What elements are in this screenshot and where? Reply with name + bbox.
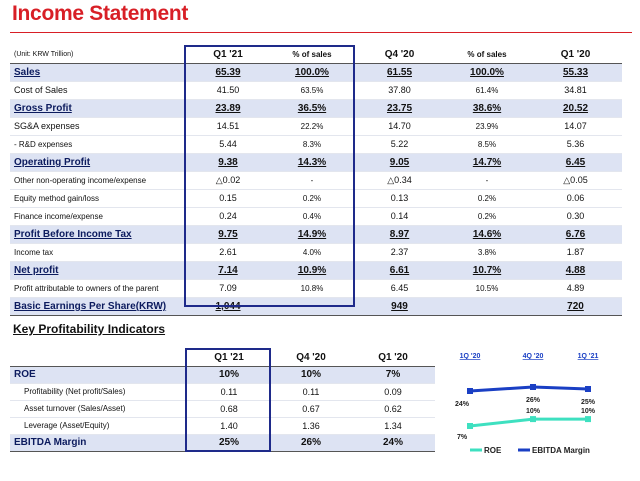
table-cell: - bbox=[445, 172, 529, 190]
table-row bbox=[10, 82, 622, 100]
table-cell: 10.7% bbox=[445, 262, 529, 280]
x-tick-label: 1Q '21 bbox=[577, 353, 599, 360]
table-cell: 41.50 bbox=[186, 82, 270, 100]
row-label: EBITDA Margin bbox=[10, 435, 187, 452]
row-label: Asset turnover (Sales/Asset) bbox=[10, 401, 187, 418]
table-cell: △0.02 bbox=[186, 172, 270, 190]
series-line-roe bbox=[470, 419, 588, 426]
table-cell: 14.70 bbox=[354, 118, 445, 136]
row-label: Net profit bbox=[10, 262, 186, 280]
row-label: Leverage (Asset/Equity) bbox=[10, 418, 187, 435]
table-row bbox=[10, 172, 622, 190]
table-row bbox=[10, 64, 622, 82]
data-point-roe bbox=[530, 416, 536, 422]
row-label: Income tax bbox=[10, 244, 186, 262]
data-point-roe bbox=[585, 416, 591, 422]
table-cell: 14.51 bbox=[186, 118, 270, 136]
data-point-ebitda bbox=[530, 384, 536, 390]
table-row bbox=[10, 435, 435, 452]
table-cell: 65.39 bbox=[186, 64, 270, 82]
table-cell: 9.75 bbox=[186, 226, 270, 244]
income-header-row bbox=[10, 46, 622, 64]
data-label-ebitda: 25% bbox=[580, 399, 596, 406]
table-cell: 7% bbox=[351, 367, 435, 384]
table-cell: 1.36 bbox=[271, 418, 351, 435]
data-label-roe: 7% bbox=[456, 434, 468, 441]
column-header: % of sales bbox=[445, 46, 529, 64]
table-cell bbox=[270, 298, 354, 316]
table-row bbox=[10, 280, 622, 298]
table-cell: 100.0% bbox=[445, 64, 529, 82]
table-row bbox=[10, 118, 622, 136]
table-cell: 0.14 bbox=[354, 208, 445, 226]
table-cell: 9.38 bbox=[186, 154, 270, 172]
table-row bbox=[10, 226, 622, 244]
table-cell: 0.62 bbox=[351, 401, 435, 418]
table-cell: 25% bbox=[187, 435, 271, 452]
table-cell: 14.3% bbox=[270, 154, 354, 172]
data-label-roe: 10% bbox=[525, 408, 541, 416]
table-row bbox=[10, 190, 622, 208]
table-cell: 4.88 bbox=[529, 262, 622, 280]
table-row bbox=[10, 298, 622, 316]
x-tick-label: 4Q '20 bbox=[522, 353, 544, 360]
table-cell bbox=[445, 298, 529, 316]
row-label: Profitability (Net profit/Sales) bbox=[10, 384, 187, 401]
table-cell: 14.6% bbox=[445, 226, 529, 244]
table-cell: 4.89 bbox=[529, 280, 622, 298]
table-cell: 22.2% bbox=[270, 118, 354, 136]
row-label: - R&D expenses bbox=[10, 136, 186, 154]
table-cell: 61.55 bbox=[354, 64, 445, 82]
legend-label-roe: ROE bbox=[484, 446, 502, 455]
row-label: Operating Profit bbox=[10, 154, 186, 172]
table-cell: 6.76 bbox=[529, 226, 622, 244]
income-statement-table bbox=[10, 46, 622, 316]
row-label: SG&A expenses bbox=[10, 118, 186, 136]
table-cell: 0.30 bbox=[529, 208, 622, 226]
table-cell: 4.0% bbox=[270, 244, 354, 262]
x-tick-label: 1Q '20 bbox=[459, 353, 481, 360]
table-cell: 55.33 bbox=[529, 64, 622, 82]
table-cell: 10% bbox=[187, 367, 271, 384]
table-cell: 1,044 bbox=[186, 298, 270, 316]
table-cell: 20.52 bbox=[529, 100, 622, 118]
table-cell: 0.67 bbox=[271, 401, 351, 418]
table-cell: 0.4% bbox=[270, 208, 354, 226]
table-cell: 0.68 bbox=[187, 401, 271, 418]
table-cell: 0.13 bbox=[354, 190, 445, 208]
table-cell: 100.0% bbox=[270, 64, 354, 82]
kpi-section-title: Key Profitability Indicators bbox=[13, 322, 166, 336]
table-cell: 8.97 bbox=[354, 226, 445, 244]
table-cell: 9.05 bbox=[354, 154, 445, 172]
table-cell: 0.2% bbox=[270, 190, 354, 208]
table-cell: 23.75 bbox=[354, 100, 445, 118]
table-cell: 720 bbox=[529, 298, 622, 316]
table-cell: 6.45 bbox=[354, 280, 445, 298]
table-cell: 14.07 bbox=[529, 118, 622, 136]
column-header: Q4 '20 bbox=[271, 350, 351, 367]
column-header: % of sales bbox=[270, 46, 354, 64]
row-label: ROE bbox=[10, 367, 187, 384]
table-cell: 1.34 bbox=[351, 418, 435, 435]
table-cell: 0.09 bbox=[351, 384, 435, 401]
table-cell: 0.11 bbox=[271, 384, 351, 401]
row-label: Sales bbox=[10, 64, 186, 82]
unit-label: (Unit: KRW Trillion) bbox=[10, 46, 186, 64]
row-label: Profit attributable to owners of the parent bbox=[10, 280, 186, 298]
table-cell: 6.45 bbox=[529, 154, 622, 172]
column-header: Q1 '20 bbox=[529, 46, 622, 64]
data-label-ebitda: 26% bbox=[525, 397, 541, 404]
kpi-header-row bbox=[10, 350, 435, 367]
table-cell: 949 bbox=[354, 298, 445, 316]
table-row bbox=[10, 367, 435, 384]
table-cell: 0.15 bbox=[186, 190, 270, 208]
data-label-roe: 10% bbox=[580, 408, 596, 416]
table-cell: 8.3% bbox=[270, 136, 354, 154]
row-label: Equity method gain/loss bbox=[10, 190, 186, 208]
kpi-table bbox=[10, 350, 435, 452]
table-cell: 38.6% bbox=[445, 100, 529, 118]
table-row bbox=[10, 244, 622, 262]
table-cell: 10.8% bbox=[270, 280, 354, 298]
table-cell: 61.4% bbox=[445, 82, 529, 100]
table-cell: △0.34 bbox=[354, 172, 445, 190]
kpi-trend-chart bbox=[448, 348, 618, 458]
table-cell: 24% bbox=[351, 435, 435, 452]
table-row bbox=[10, 136, 622, 154]
table-row bbox=[10, 401, 435, 418]
table-cell: 2.37 bbox=[354, 244, 445, 262]
table-cell: - bbox=[270, 172, 354, 190]
table-cell: 5.22 bbox=[354, 136, 445, 154]
table-row bbox=[10, 384, 435, 401]
table-cell: 34.81 bbox=[529, 82, 622, 100]
column-header: Q1 '20 bbox=[351, 350, 435, 367]
row-label: Other non-operating income/expense bbox=[10, 172, 186, 190]
table-row bbox=[10, 208, 622, 226]
table-row bbox=[10, 262, 622, 280]
table-cell: 36.5% bbox=[270, 100, 354, 118]
column-header: Q4 '20 bbox=[354, 46, 445, 64]
data-point-roe bbox=[467, 423, 473, 429]
table-cell: 8.5% bbox=[445, 136, 529, 154]
table-cell: 5.44 bbox=[186, 136, 270, 154]
table-cell: 7.09 bbox=[186, 280, 270, 298]
table-cell: 10.9% bbox=[270, 262, 354, 280]
table-cell: 3.8% bbox=[445, 244, 529, 262]
row-label: Basic Earnings Per Share(KRW) bbox=[10, 298, 186, 316]
table-cell: △0.05 bbox=[529, 172, 622, 190]
table-row bbox=[10, 418, 435, 435]
data-point-ebitda bbox=[467, 388, 473, 394]
column-header: Q1 '21 bbox=[186, 46, 270, 64]
table-cell: 10% bbox=[271, 367, 351, 384]
table-cell: 63.5% bbox=[270, 82, 354, 100]
row-label: Gross Profit bbox=[10, 100, 186, 118]
column-header: Q1 '21 bbox=[187, 350, 271, 367]
data-label-ebitda: 24% bbox=[454, 401, 470, 408]
table-cell: 6.61 bbox=[354, 262, 445, 280]
header-blank bbox=[10, 350, 187, 367]
table-cell: 14.9% bbox=[270, 226, 354, 244]
row-label: Finance income/expense bbox=[10, 208, 186, 226]
title-divider bbox=[10, 32, 632, 33]
table-cell: 0.24 bbox=[186, 208, 270, 226]
table-cell: 10.5% bbox=[445, 280, 529, 298]
table-cell: 1.87 bbox=[529, 244, 622, 262]
page-title: Income Statement bbox=[12, 2, 189, 25]
table-row bbox=[10, 154, 622, 172]
table-cell: 0.11 bbox=[187, 384, 271, 401]
table-cell: 0.2% bbox=[445, 208, 529, 226]
data-point-ebitda bbox=[585, 386, 591, 392]
table-cell: 23.89 bbox=[186, 100, 270, 118]
table-cell: 14.7% bbox=[445, 154, 529, 172]
table-cell: 7.14 bbox=[186, 262, 270, 280]
table-cell: 2.61 bbox=[186, 244, 270, 262]
table-cell: 37.80 bbox=[354, 82, 445, 100]
table-cell: 5.36 bbox=[529, 136, 622, 154]
row-label: Profit Before Income Tax bbox=[10, 226, 186, 244]
table-cell: 23.9% bbox=[445, 118, 529, 136]
table-cell: 0.2% bbox=[445, 190, 529, 208]
row-label: Cost of Sales bbox=[10, 82, 186, 100]
table-cell: 26% bbox=[271, 435, 351, 452]
table-cell: 1.40 bbox=[187, 418, 271, 435]
series-line-ebitda bbox=[470, 387, 588, 391]
legend-label-ebitda: EBITDA Margin bbox=[532, 446, 590, 455]
table-row bbox=[10, 100, 622, 118]
table-cell: 0.06 bbox=[529, 190, 622, 208]
